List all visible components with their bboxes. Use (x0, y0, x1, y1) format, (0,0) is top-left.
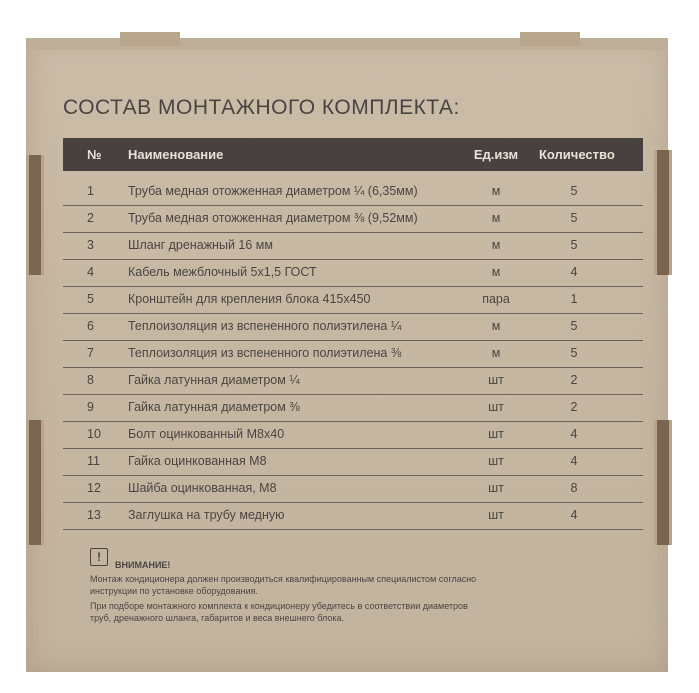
row-unit: м (491, 211, 501, 225)
header-no: № (87, 147, 102, 162)
warning-line-4: труб, дренажного шланга, габаритов и веса внешнего блока. (90, 613, 345, 623)
header-qty: Количество (539, 147, 615, 162)
table-row (63, 502, 643, 530)
row-number: 10 (87, 427, 101, 441)
row-quantity: 5 (570, 346, 578, 360)
row-unit: шт (488, 373, 504, 387)
table-row (63, 367, 643, 395)
page-title: СОСТАВ МОНТАЖНОГО КОМПЛЕКТА: (63, 96, 460, 119)
row-name: Кабель межблочный 5х1,5 ГОСТ (128, 265, 317, 279)
warning-icon: ! (90, 548, 108, 566)
warning-line-2: инструкции по установке оборудования. (90, 586, 258, 596)
row-name: Заглушка на трубу медную (128, 508, 285, 522)
row-unit: пара (482, 292, 510, 306)
row-quantity: 2 (570, 373, 578, 387)
row-name: Кронштейн для крепления блока 415х450 (128, 292, 371, 306)
row-name: Шайба оцинкованная, М8 (128, 481, 277, 495)
flap-tab-left (120, 32, 180, 46)
warning-title: ВНИМАНИЕ! (115, 560, 171, 570)
row-unit: м (491, 238, 501, 252)
flap-tab-right (520, 32, 580, 46)
row-number: 7 (87, 346, 94, 360)
row-name: Гайка латунная диаметром ⅜ (128, 400, 300, 414)
row-name: Гайка оцинкованная М8 (128, 454, 267, 468)
row-name: Труба медная отожженная диаметром ¼ (6,35мм) (128, 184, 418, 198)
row-name: Шланг дренажный 16 мм (128, 238, 273, 252)
row-quantity: 5 (570, 211, 578, 225)
row-unit: м (491, 184, 501, 198)
row-unit: м (491, 319, 501, 333)
table-row (63, 340, 643, 368)
header-unit: Ед.изм (473, 147, 519, 162)
row-unit: шт (488, 508, 504, 522)
row-unit: м (491, 265, 501, 279)
row-quantity: 5 (570, 319, 578, 333)
table-row (63, 475, 643, 503)
row-quantity: 8 (570, 481, 578, 495)
row-number: 8 (87, 373, 94, 387)
row-unit: м (491, 346, 501, 360)
table-row (63, 286, 643, 314)
row-number: 13 (87, 508, 101, 522)
row-quantity: 5 (570, 238, 578, 252)
table-row (63, 178, 643, 206)
row-quantity: 5 (570, 184, 578, 198)
handle-slot-right-bottom (654, 420, 672, 545)
row-quantity: 4 (570, 265, 578, 279)
row-number: 11 (87, 454, 100, 468)
row-name: Теплоизоляция из вспененного полиэтилена ⅜ (128, 346, 402, 360)
table-row (63, 232, 643, 260)
warning-line-3: При подборе монтажного комплекта к кондиционеру убедитесь в соответствии диаметров (90, 601, 468, 611)
table-row (63, 259, 643, 287)
row-quantity: 2 (570, 400, 578, 414)
row-number: 4 (87, 265, 94, 279)
row-number: 6 (87, 319, 94, 333)
warning-line-1: Монтаж кондиционера должен производиться квалифицированным специалистом согласно (90, 574, 477, 584)
row-name: Гайка латунная диаметром ¼ (128, 373, 300, 387)
row-number: 2 (87, 211, 94, 225)
row-number: 9 (87, 400, 94, 414)
row-unit: шт (488, 454, 504, 468)
header-name: Наименование (128, 147, 224, 162)
row-unit: шт (488, 427, 504, 441)
table-row (63, 421, 643, 449)
table-row (63, 394, 643, 422)
row-quantity: 4 (570, 508, 578, 522)
row-number: 12 (87, 481, 101, 495)
table-header (63, 138, 643, 171)
handle-slot-right-top (654, 150, 672, 275)
table-row (63, 448, 643, 476)
row-name: Болт оцинкованный М8х40 (128, 427, 285, 441)
row-name: Теплоизоляция из вспененного полиэтилена ¼ (128, 319, 402, 333)
row-quantity: 4 (570, 427, 578, 441)
table-row (63, 205, 643, 233)
row-name: Труба медная отожженная диаметром ⅜ (9,52мм) (128, 211, 418, 225)
row-number: 5 (87, 292, 94, 306)
handle-slot-left-top (26, 155, 44, 275)
row-number: 3 (87, 238, 94, 252)
handle-slot-left-bottom (26, 420, 44, 545)
table-row (63, 313, 643, 341)
row-quantity: 4 (570, 454, 578, 468)
row-unit: шт (488, 481, 504, 495)
row-unit: шт (488, 400, 504, 414)
row-number: 1 (87, 184, 94, 198)
row-quantity: 1 (570, 292, 578, 306)
